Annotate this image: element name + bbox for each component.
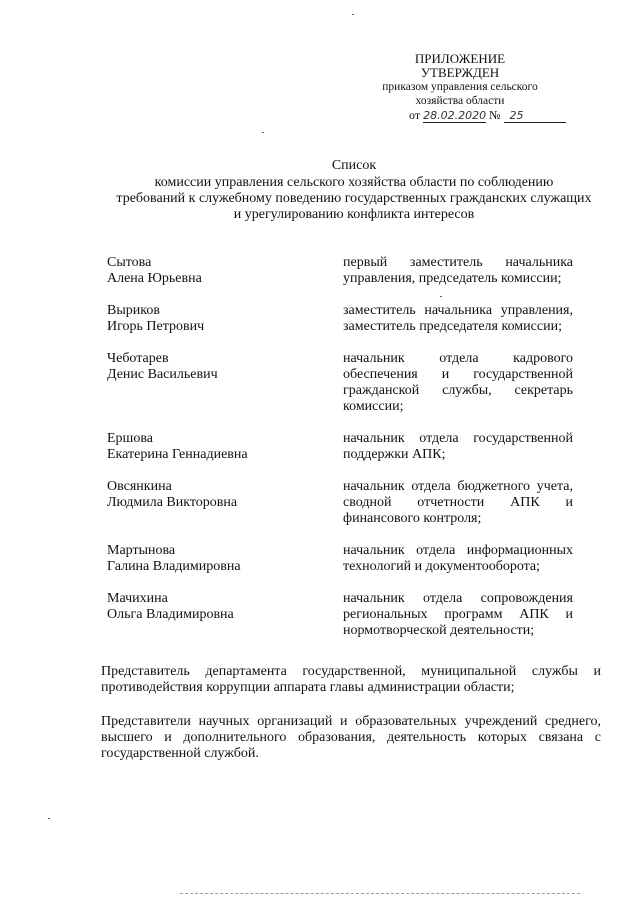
order-date-line [409,108,566,123]
member-row [107,255,573,287]
member-given-name: Галина Владимировна [107,559,241,574]
document-title [80,158,628,223]
title-line-2: требований к служебному поведению государственных гражданских служащих [116,191,592,206]
member-given-name: Людмила Викторовна [107,495,238,510]
member-role: первый заместитель начальника управления, председатель комиссии; [343,255,573,286]
appendix-title: ПРИЛОЖЕНИЕ [414,51,506,66]
footer-scan-line [180,893,580,894]
member-role: начальник отдела информационных технологий и документооборота; [343,543,573,574]
member-row [107,479,573,527]
representative-paragraph: Представители научных организаций и образовательных учреждений среднего, высшего и дополнительного образования, деятельность которых связана с государственной службой. [101,714,601,761]
handwritten-date: 28.02.2020 [423,109,487,122]
member-given-name: Алена Юрьевна [107,271,202,286]
approved-label: УТВЕРЖДЕН [420,65,500,80]
member-row [107,591,573,639]
handwritten-number: 25 [504,109,566,123]
member-surname: Ершова [107,431,153,446]
member-name [107,255,322,287]
member-surname: Чеботарев [107,351,169,366]
member-role: начальник отдела кадрового обеспечения и государственной гражданской службы, секретарь комиссии; [343,351,573,414]
member-name [107,591,322,639]
member-given-name: Екатерина Геннадиевна [107,447,248,462]
representative-paragraph: Представитель департамента государственной, муниципальной службы и противодействия коррупции аппарата главы администрации области; [101,664,601,695]
member-row [107,431,573,463]
member-role: заместитель начальника управления, заместитель председателя комиссии; [343,303,573,334]
member-surname: Выриков [107,303,160,318]
member-role: начальник отдела сопровождения региональных программ АПК и нормотворческой деятельности; [343,591,573,638]
order-line-1: приказом управления сельского [382,81,538,93]
title-line-1: комиссии управления сельского хозяйства области по соблюдению [154,175,554,190]
member-row [107,303,573,335]
member-name [107,431,322,463]
date-prefix: от [409,108,421,122]
member-name [107,479,322,527]
member-role: начальник отдела государственной поддержки АПК; [343,431,573,462]
member-given-name: Игорь Петрович [107,319,205,334]
member-surname: Сытова [107,255,152,270]
number-label: № [489,108,501,122]
title-line-3: и урегулированию конфликта интересов [233,207,475,222]
appendix-block [340,52,580,108]
order-line-2: хозяйства области [415,95,505,107]
member-row [107,351,573,415]
members-list [107,255,573,639]
member-row [107,543,573,575]
member-given-name: Денис Васильевич [107,367,218,382]
member-name [107,303,322,335]
member-role: начальник отдела бюджетного учета, сводной отчетности АПК и финансового контроля; [343,479,573,526]
member-surname: Овсянкина [107,479,172,494]
member-name [107,543,322,575]
member-given-name: Ольга Владимировна [107,607,234,622]
member-surname: Мартынова [107,543,176,558]
member-name [107,351,322,415]
member-surname: Мачихина [107,591,168,606]
title-word: Список [331,158,377,173]
